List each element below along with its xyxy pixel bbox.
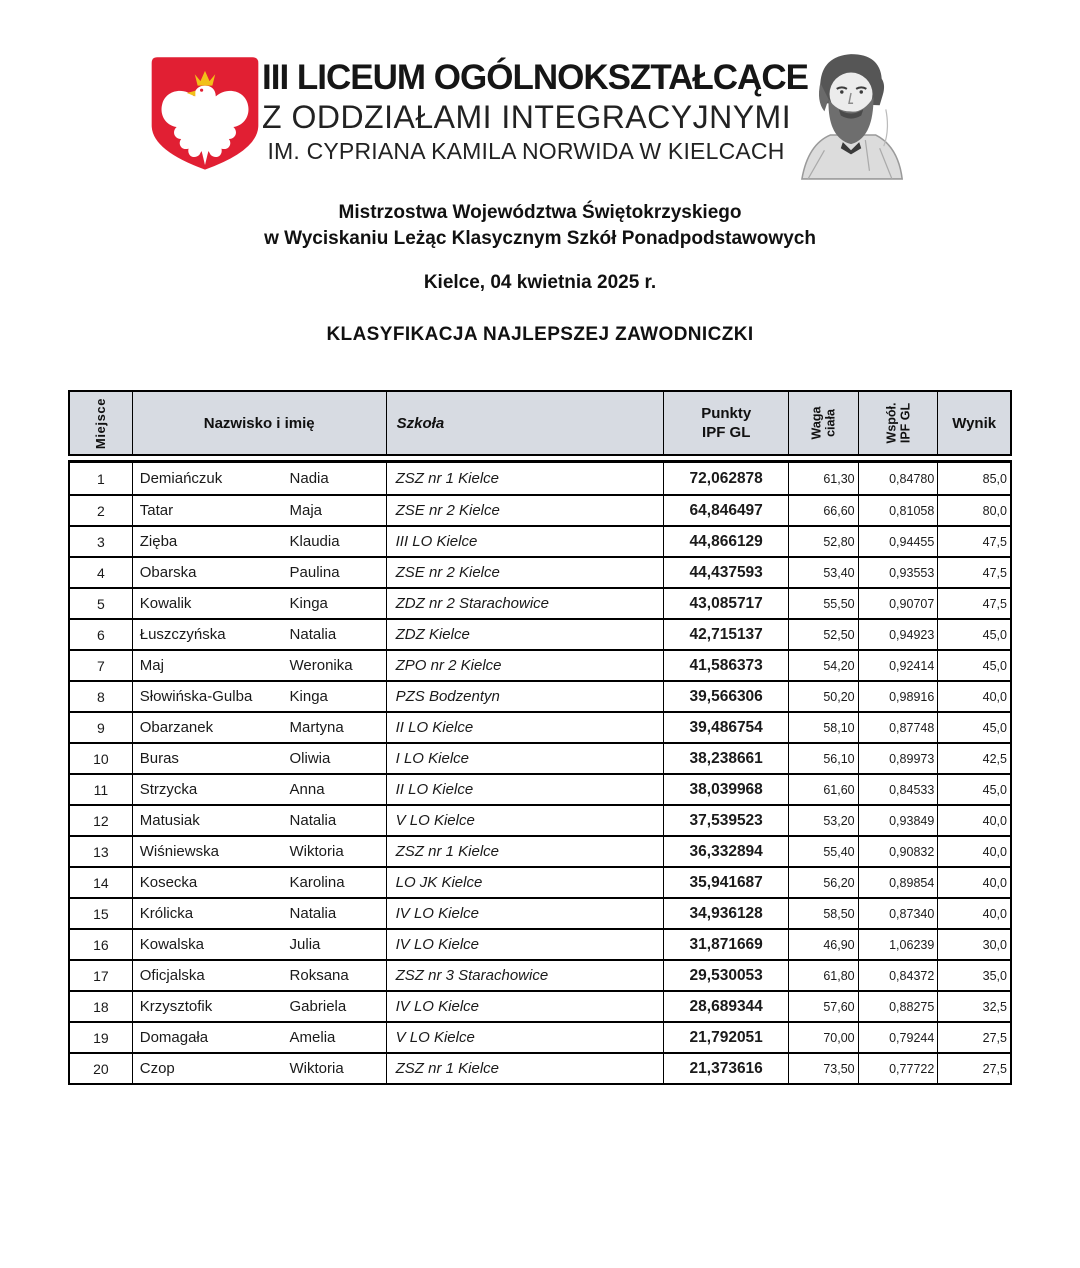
school-cell: ZSE nr 2 Kielce — [387, 558, 665, 587]
ipf-gl-coefficient-cell: 0,92414 — [859, 651, 939, 680]
bodyweight-cell: 61,30 — [789, 463, 859, 494]
table-row — [70, 835, 1010, 866]
classification-title: KLASYFIKACJA NAJLEPSZEJ ZAWODNICZKI — [326, 324, 754, 345]
surname-text: Zięba — [139, 533, 178, 550]
column-header-wspol-line1: Współ. — [883, 402, 898, 444]
firstname-text: Gabriela — [289, 998, 347, 1015]
school-cell: ZSZ nr 3 Starachowice — [387, 961, 665, 990]
column-header-nazwisko-i-imie — [133, 392, 387, 454]
competition-title — [0, 200, 1080, 252]
column-header-wynik — [938, 392, 1010, 454]
name-cell — [133, 463, 387, 494]
surname-text: Obarzanek — [139, 719, 214, 736]
ipf-gl-coefficient-cell: 0,87748 — [859, 713, 939, 742]
name-cell — [133, 899, 387, 928]
points-ipf-gl-cell: 41,586373 — [664, 651, 788, 680]
result-cell: 40,0 — [982, 906, 1007, 921]
ipf-gl-coefficient-cell: 0,93849 — [859, 806, 939, 835]
school-cell: ZSZ nr 1 Kielce — [387, 463, 665, 494]
table-row — [70, 804, 1010, 835]
school-cell: ZPO nr 2 Kielce — [387, 651, 665, 680]
ipf-gl-coefficient-cell: 0,94455 — [859, 527, 939, 556]
column-header-waga-ciala — [789, 392, 859, 454]
school-cell: ZSZ nr 1 Kielce — [387, 1054, 665, 1083]
result-cell: 47,5 — [982, 596, 1007, 611]
table-row — [70, 649, 1010, 680]
bodyweight-cell: 70,00 — [789, 1023, 859, 1052]
points-ipf-gl-cell: 37,539523 — [664, 806, 788, 835]
table-row — [70, 990, 1010, 1021]
bodyweight-cell: 46,90 — [789, 930, 859, 959]
points-ipf-gl-cell: 34,936128 — [664, 899, 788, 928]
surname-text: Krzysztofik — [139, 998, 213, 1015]
polish-coat-of-arms-icon — [148, 55, 262, 173]
ipf-gl-coefficient-cell: 0,89854 — [859, 868, 939, 897]
table-row — [70, 959, 1010, 990]
result-cell: 45,0 — [982, 627, 1007, 642]
surname-text: Kowalska — [139, 936, 204, 953]
name-cell — [133, 620, 387, 649]
place-cell: 17 — [70, 961, 133, 990]
name-cell — [133, 527, 387, 556]
school-cell: II LO Kielce — [387, 713, 665, 742]
place-cell: 2 — [70, 496, 133, 525]
place-cell: 15 — [70, 899, 133, 928]
firstname-text: Paulina — [289, 564, 340, 581]
ipf-gl-coefficient-cell: 0,79244 — [859, 1023, 939, 1052]
place-cell: 18 — [70, 992, 133, 1021]
column-header-wynik-label: Wynik — [952, 414, 997, 432]
table-row — [70, 711, 1010, 742]
school-cell: PZS Bodzentyn — [387, 682, 665, 711]
surname-text: Buras — [139, 750, 179, 767]
table-body — [68, 460, 1012, 1085]
bodyweight-cell: 56,20 — [789, 868, 859, 897]
firstname-text: Roksana — [289, 967, 349, 984]
points-ipf-gl-cell: 21,373616 — [664, 1054, 788, 1083]
result-cell: 80,0 — [982, 503, 1007, 518]
points-ipf-gl-cell: 44,437593 — [664, 558, 788, 587]
firstname-text: Weronika — [289, 657, 353, 674]
table-row — [70, 680, 1010, 711]
result-cell: 45,0 — [982, 782, 1007, 797]
event-date-line: Kielce, 04 kwietnia 2025 r. — [423, 272, 657, 293]
surname-text: Łuszczyńska — [139, 626, 226, 643]
name-cell — [133, 682, 387, 711]
place-cell: 9 — [70, 713, 133, 742]
school-cell: II LO Kielce — [387, 775, 665, 804]
points-ipf-gl-cell: 38,039968 — [664, 775, 788, 804]
place-cell: 8 — [70, 682, 133, 711]
bodyweight-cell: 57,60 — [789, 992, 859, 1021]
points-ipf-gl-cell: 39,566306 — [664, 682, 788, 711]
result-cell: 47,5 — [982, 565, 1007, 580]
firstname-text: Natalia — [289, 812, 337, 829]
result-cell: 30,0 — [982, 937, 1007, 952]
firstname-text: Wiktoria — [289, 843, 344, 860]
points-ipf-gl-cell: 29,530053 — [664, 961, 788, 990]
bodyweight-cell: 66,60 — [789, 496, 859, 525]
place-cell: 1 — [70, 463, 133, 494]
name-cell — [133, 1023, 387, 1052]
result-cell: 40,0 — [982, 844, 1007, 859]
school-cell: ZSZ nr 1 Kielce — [387, 837, 665, 866]
place-cell: 3 — [70, 527, 133, 556]
name-cell — [133, 806, 387, 835]
school-name-line3: IM. CYPRIANA KAMILA NORWIDA W KIELCACH — [267, 138, 785, 164]
ipf-gl-coefficient-cell: 0,90707 — [859, 589, 939, 618]
column-header-waga-line2: ciała — [823, 409, 838, 437]
column-header-wspol-line2: IPF GL — [897, 402, 912, 444]
school-cell: ZDZ Kielce — [387, 620, 665, 649]
bodyweight-cell: 53,20 — [789, 806, 859, 835]
points-ipf-gl-cell: 64,846497 — [664, 496, 788, 525]
surname-text: Kowalik — [139, 595, 192, 612]
table-row — [70, 556, 1010, 587]
result-cell: 45,0 — [982, 658, 1007, 673]
bodyweight-cell: 53,40 — [789, 558, 859, 587]
column-header-szkola-label: Szkoła — [396, 414, 445, 432]
result-cell: 40,0 — [982, 689, 1007, 704]
name-cell — [133, 992, 387, 1021]
points-ipf-gl-cell: 42,715137 — [664, 620, 788, 649]
column-header-punkty-line2: IPF GL — [702, 424, 751, 441]
ipf-gl-coefficient-cell: 0,98916 — [859, 682, 939, 711]
place-cell: 11 — [70, 775, 133, 804]
table-row — [70, 525, 1010, 556]
table-header-row — [68, 390, 1012, 456]
ipf-gl-coefficient-cell: 0,88275 — [859, 992, 939, 1021]
ipf-gl-coefficient-cell: 1,06239 — [859, 930, 939, 959]
surname-text: Domagała — [139, 1029, 209, 1046]
school-name-line2: Z ODDZIAŁAMI INTEGRACYJNYMI — [262, 99, 792, 135]
points-ipf-gl-cell: 44,866129 — [664, 527, 788, 556]
place-cell: 10 — [70, 744, 133, 773]
bodyweight-cell: 50,20 — [789, 682, 859, 711]
surname-text: Kosecka — [139, 874, 198, 891]
school-cell: V LO Kielce — [387, 1023, 665, 1052]
school-cell: IV LO Kielce — [387, 992, 665, 1021]
place-cell: 6 — [70, 620, 133, 649]
firstname-text: Amelia — [289, 1029, 336, 1046]
ipf-gl-coefficient-cell: 0,89973 — [859, 744, 939, 773]
name-cell — [133, 930, 387, 959]
result-cell: 27,5 — [982, 1061, 1007, 1076]
points-ipf-gl-cell: 72,062878 — [664, 463, 788, 494]
name-cell — [133, 744, 387, 773]
school-cell: ZDZ nr 2 Starachowice — [387, 589, 665, 618]
points-ipf-gl-cell: 31,871669 — [664, 930, 788, 959]
school-cell: III LO Kielce — [387, 527, 665, 556]
school-cell: LO JK Kielce — [387, 868, 665, 897]
column-header-nazwisko-label: Nazwisko i imię — [203, 414, 315, 432]
ipf-gl-coefficient-cell: 0,84372 — [859, 961, 939, 990]
bodyweight-cell: 61,60 — [789, 775, 859, 804]
ipf-gl-coefficient-cell: 0,93553 — [859, 558, 939, 587]
column-header-wspol-ipf-gl — [859, 392, 939, 454]
points-ipf-gl-cell: 43,085717 — [664, 589, 788, 618]
result-cell: 32,5 — [982, 999, 1007, 1014]
ipf-gl-coefficient-cell: 0,84533 — [859, 775, 939, 804]
name-cell — [133, 496, 387, 525]
name-cell — [133, 961, 387, 990]
competition-title-line2: w Wyciskaniu Leżąc Klasycznym Szkół Ponadpodstawowych — [264, 228, 816, 249]
results-table — [68, 390, 1012, 1085]
firstname-text: Julia — [289, 936, 321, 953]
name-cell — [133, 1054, 387, 1083]
table-row — [70, 618, 1010, 649]
result-cell: 47,5 — [982, 534, 1007, 549]
result-cell: 45,0 — [982, 720, 1007, 735]
surname-text: Obarska — [139, 564, 197, 581]
bodyweight-cell: 56,10 — [789, 744, 859, 773]
place-cell: 12 — [70, 806, 133, 835]
bodyweight-cell: 58,50 — [789, 899, 859, 928]
place-cell: 5 — [70, 589, 133, 618]
firstname-text: Anna — [289, 781, 325, 798]
firstname-text: Kinga — [289, 595, 328, 612]
name-cell — [133, 558, 387, 587]
bodyweight-cell: 54,20 — [789, 651, 859, 680]
result-cell: 27,5 — [982, 1030, 1007, 1045]
surname-text: Demiańczuk — [139, 470, 223, 487]
table-row — [70, 928, 1010, 959]
school-cell: I LO Kielce — [387, 744, 665, 773]
place-cell: 7 — [70, 651, 133, 680]
points-ipf-gl-cell: 38,238661 — [664, 744, 788, 773]
surname-text: Strzycka — [139, 781, 198, 798]
name-cell — [133, 651, 387, 680]
name-cell — [133, 837, 387, 866]
firstname-text: Natalia — [289, 626, 337, 643]
surname-text: Oficjalska — [139, 967, 205, 984]
table-row — [70, 1021, 1010, 1052]
name-cell — [133, 589, 387, 618]
name-cell — [133, 775, 387, 804]
firstname-text: Kinga — [289, 688, 328, 705]
school-name — [262, 57, 808, 166]
points-ipf-gl-cell: 36,332894 — [664, 837, 788, 866]
school-name-line1: III LICEUM OGÓLNOKSZTAŁCĄCE — [262, 58, 808, 97]
column-header-szkola — [387, 392, 665, 454]
bodyweight-cell: 55,40 — [789, 837, 859, 866]
table-row — [70, 494, 1010, 525]
firstname-text: Klaudia — [289, 533, 340, 550]
column-header-waga-line1: Waga — [809, 406, 824, 440]
name-cell — [133, 713, 387, 742]
bodyweight-cell: 52,80 — [789, 527, 859, 556]
bodyweight-cell: 52,50 — [789, 620, 859, 649]
place-cell: 4 — [70, 558, 133, 587]
place-cell: 14 — [70, 868, 133, 897]
ipf-gl-coefficient-cell: 0,81058 — [859, 496, 939, 525]
table-row — [70, 463, 1010, 494]
points-ipf-gl-cell: 35,941687 — [664, 868, 788, 897]
bodyweight-cell: 73,50 — [789, 1054, 859, 1083]
table-row — [70, 587, 1010, 618]
result-cell: 85,0 — [982, 471, 1007, 486]
school-cell: IV LO Kielce — [387, 899, 665, 928]
firstname-text: Natalia — [289, 905, 337, 922]
bodyweight-cell: 55,50 — [789, 589, 859, 618]
ipf-gl-coefficient-cell: 0,94923 — [859, 620, 939, 649]
school-cell: V LO Kielce — [387, 806, 665, 835]
column-header-miejsce — [70, 392, 133, 454]
norwid-portrait-image — [792, 48, 908, 181]
ipf-gl-coefficient-cell: 0,84780 — [859, 463, 939, 494]
surname-text: Słowińska-Gulba — [139, 688, 253, 705]
surname-text: Królicka — [139, 905, 194, 922]
result-cell: 35,0 — [982, 968, 1007, 983]
column-header-punkty-line1: Punkty — [701, 405, 752, 422]
school-cell: IV LO Kielce — [387, 930, 665, 959]
ipf-gl-coefficient-cell: 0,90832 — [859, 837, 939, 866]
firstname-text: Martyna — [289, 719, 344, 736]
place-cell: 13 — [70, 837, 133, 866]
table-row — [70, 773, 1010, 804]
points-ipf-gl-cell: 28,689344 — [664, 992, 788, 1021]
firstname-text: Oliwia — [289, 750, 331, 767]
school-cell: ZSE nr 2 Kielce — [387, 496, 665, 525]
surname-text: Tatar — [139, 502, 174, 519]
surname-text: Wiśniewska — [139, 843, 219, 860]
bodyweight-cell: 61,80 — [789, 961, 859, 990]
table-row — [70, 866, 1010, 897]
surname-text: Matusiak — [139, 812, 200, 829]
surname-text: Maj — [139, 657, 164, 674]
table-row — [70, 1052, 1010, 1083]
result-cell: 40,0 — [982, 813, 1007, 828]
firstname-text: Nadia — [289, 470, 329, 487]
competition-title-line1: Mistrzostwa Województwa Świętokrzyskiego — [338, 202, 742, 223]
surname-text: Czop — [139, 1060, 175, 1077]
result-cell: 42,5 — [982, 751, 1007, 766]
name-cell — [133, 868, 387, 897]
column-header-punkty-ipf-gl — [664, 392, 788, 454]
bodyweight-cell: 58,10 — [789, 713, 859, 742]
points-ipf-gl-cell: 39,486754 — [664, 713, 788, 742]
table-row — [70, 742, 1010, 773]
ipf-gl-coefficient-cell: 0,77722 — [859, 1054, 939, 1083]
column-header-miejsce-label: Miejsce — [93, 397, 109, 449]
firstname-text: Wiktoria — [289, 1060, 344, 1077]
points-ipf-gl-cell: 21,792051 — [664, 1023, 788, 1052]
place-cell: 20 — [70, 1054, 133, 1083]
place-cell: 19 — [70, 1023, 133, 1052]
table-row — [70, 897, 1010, 928]
ipf-gl-coefficient-cell: 0,87340 — [859, 899, 939, 928]
firstname-text: Maja — [289, 502, 323, 519]
place-cell: 16 — [70, 930, 133, 959]
result-cell: 40,0 — [982, 875, 1007, 890]
firstname-text: Karolina — [289, 874, 345, 891]
